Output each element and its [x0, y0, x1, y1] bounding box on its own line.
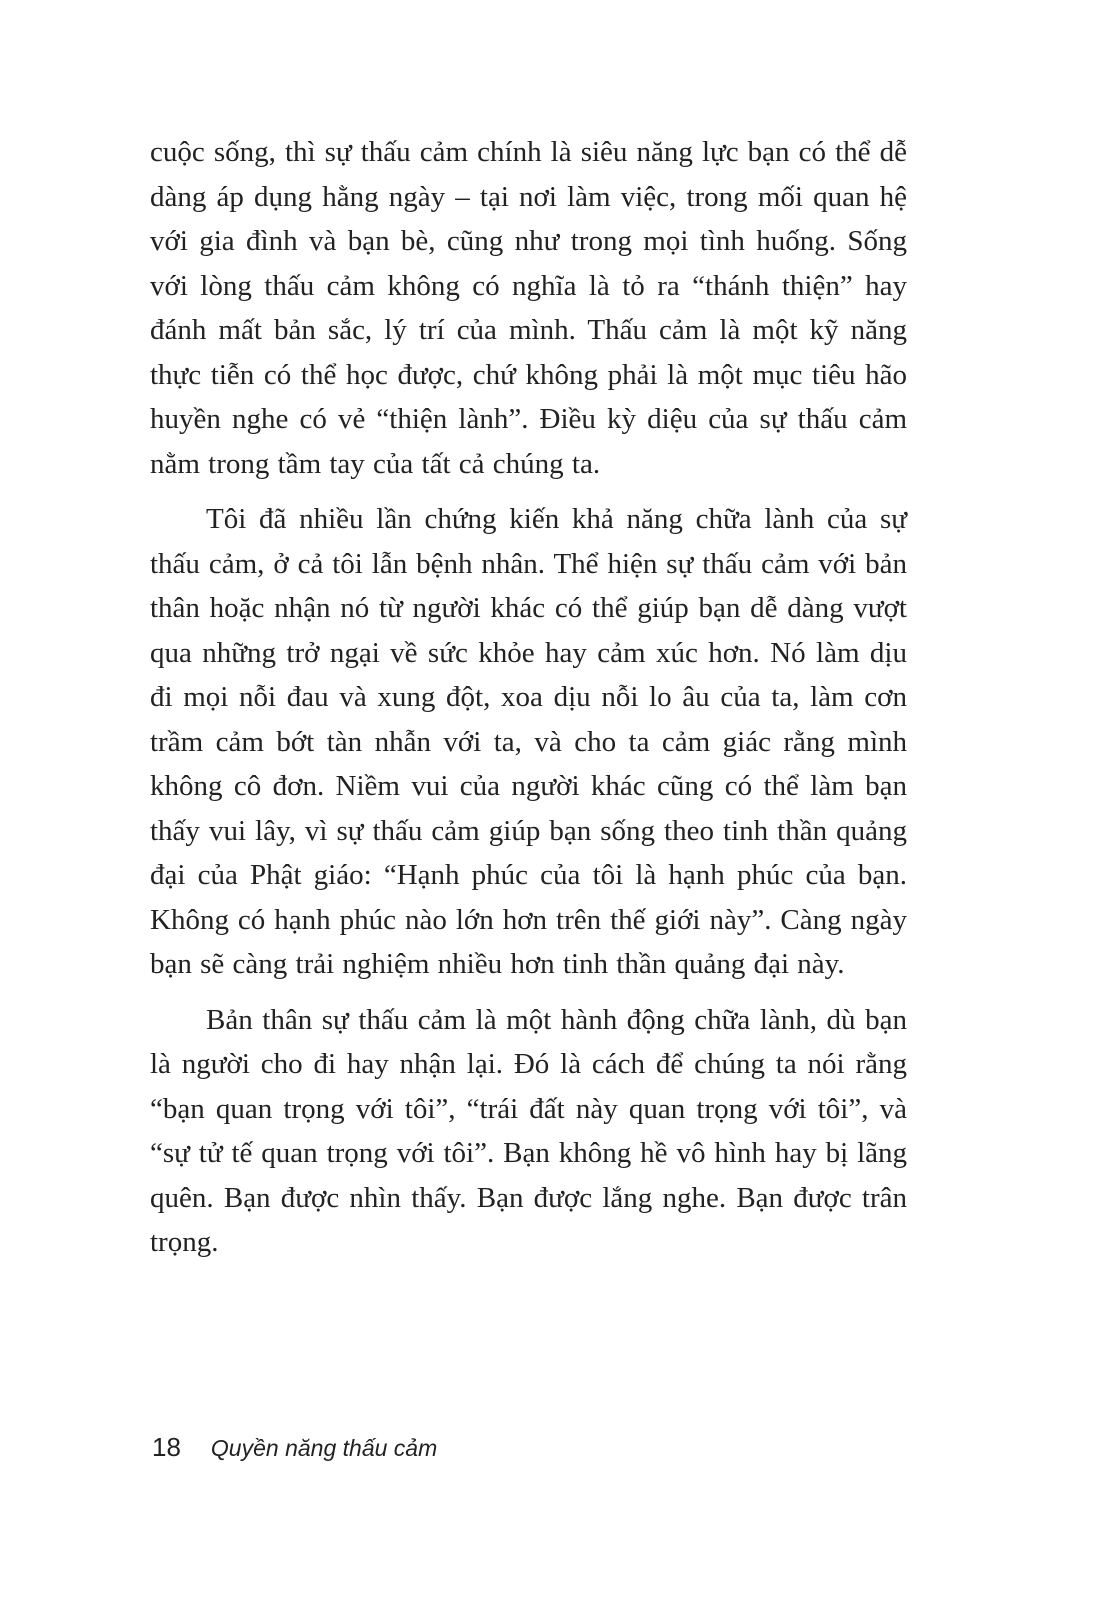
- page-body-text: [150, 130, 907, 1276]
- running-title: Quyền năng thấu cảm: [210, 1435, 438, 1461]
- paragraph-1: cuộc sống, thì sự thấu cảm chính là siêu năng lực bạn có thể dễ dàng áp dụng hằng ngày – tại nơi làm việc, trong mối quan hệ với gia đình và bạn bè, cũng như trong mọi tình huống. Sống với lòng thấu cảm không có nghĩa là tỏ ra “thánh thiện” hay đánh mất bản sắc, lý trí của mình. Thấu cảm là một kỹ năng thực tiễn có thể học được, chứ không phải là một mục tiêu hão huyền nghe có vẻ “thiện lành”. Điều kỳ diệu của sự thấu cảm nằm trong tầm tay của tất cả chúng ta.: [150, 136, 907, 480]
- paragraph-2: Tôi đã nhiều lần chứng kiến khả năng chữa lành của sự thấu cảm, ở cả tôi lẫn bệnh nhân. Thể hiện sự thấu cảm với bản thân hoặc nhận nó từ người khác có thể giúp bạn dễ dàng vượt qua những trở ngại về sức khỏe hay cảm xúc hơn. Nó làm dịu đi mọi nỗi đau và xung đột, xoa dịu nỗi lo âu của ta, làm cơn trầm cảm bớt tàn nhẫn với ta, và cho ta cảm giác rằng mình không cô đơn. Niềm vui của người khác cũng có thể làm bạn thấy vui lây, vì sự thấu cảm giúp bạn sống theo tinh thần quảng đại của Phật giáo: “Hạnh phúc của tôi là hạnh phúc của bạn. Không có hạnh phúc nào lớn hơn trên thế giới này”. Càng ngày bạn sẽ càng trải nghiệm nhiều hơn tinh thần quảng đại này.: [150, 503, 907, 980]
- page-footer: [152, 1432, 437, 1463]
- page-number: 18: [152, 1432, 181, 1462]
- paragraph-3: Bản thân sự thấu cảm là một hành động chữa lành, dù bạn là người cho đi hay nhận lại. Đó là cách để chúng ta nói rằng “bạn quan trọng với tôi”, “trái đất này quan trọng với tôi”, và “sự tử tế quan trọng với tôi”. Bạn không hề vô hình hay bị lãng quên. Bạn được nhìn thấy. Bạn được lắng nghe. Bạn được trân trọng.: [150, 1003, 907, 1258]
